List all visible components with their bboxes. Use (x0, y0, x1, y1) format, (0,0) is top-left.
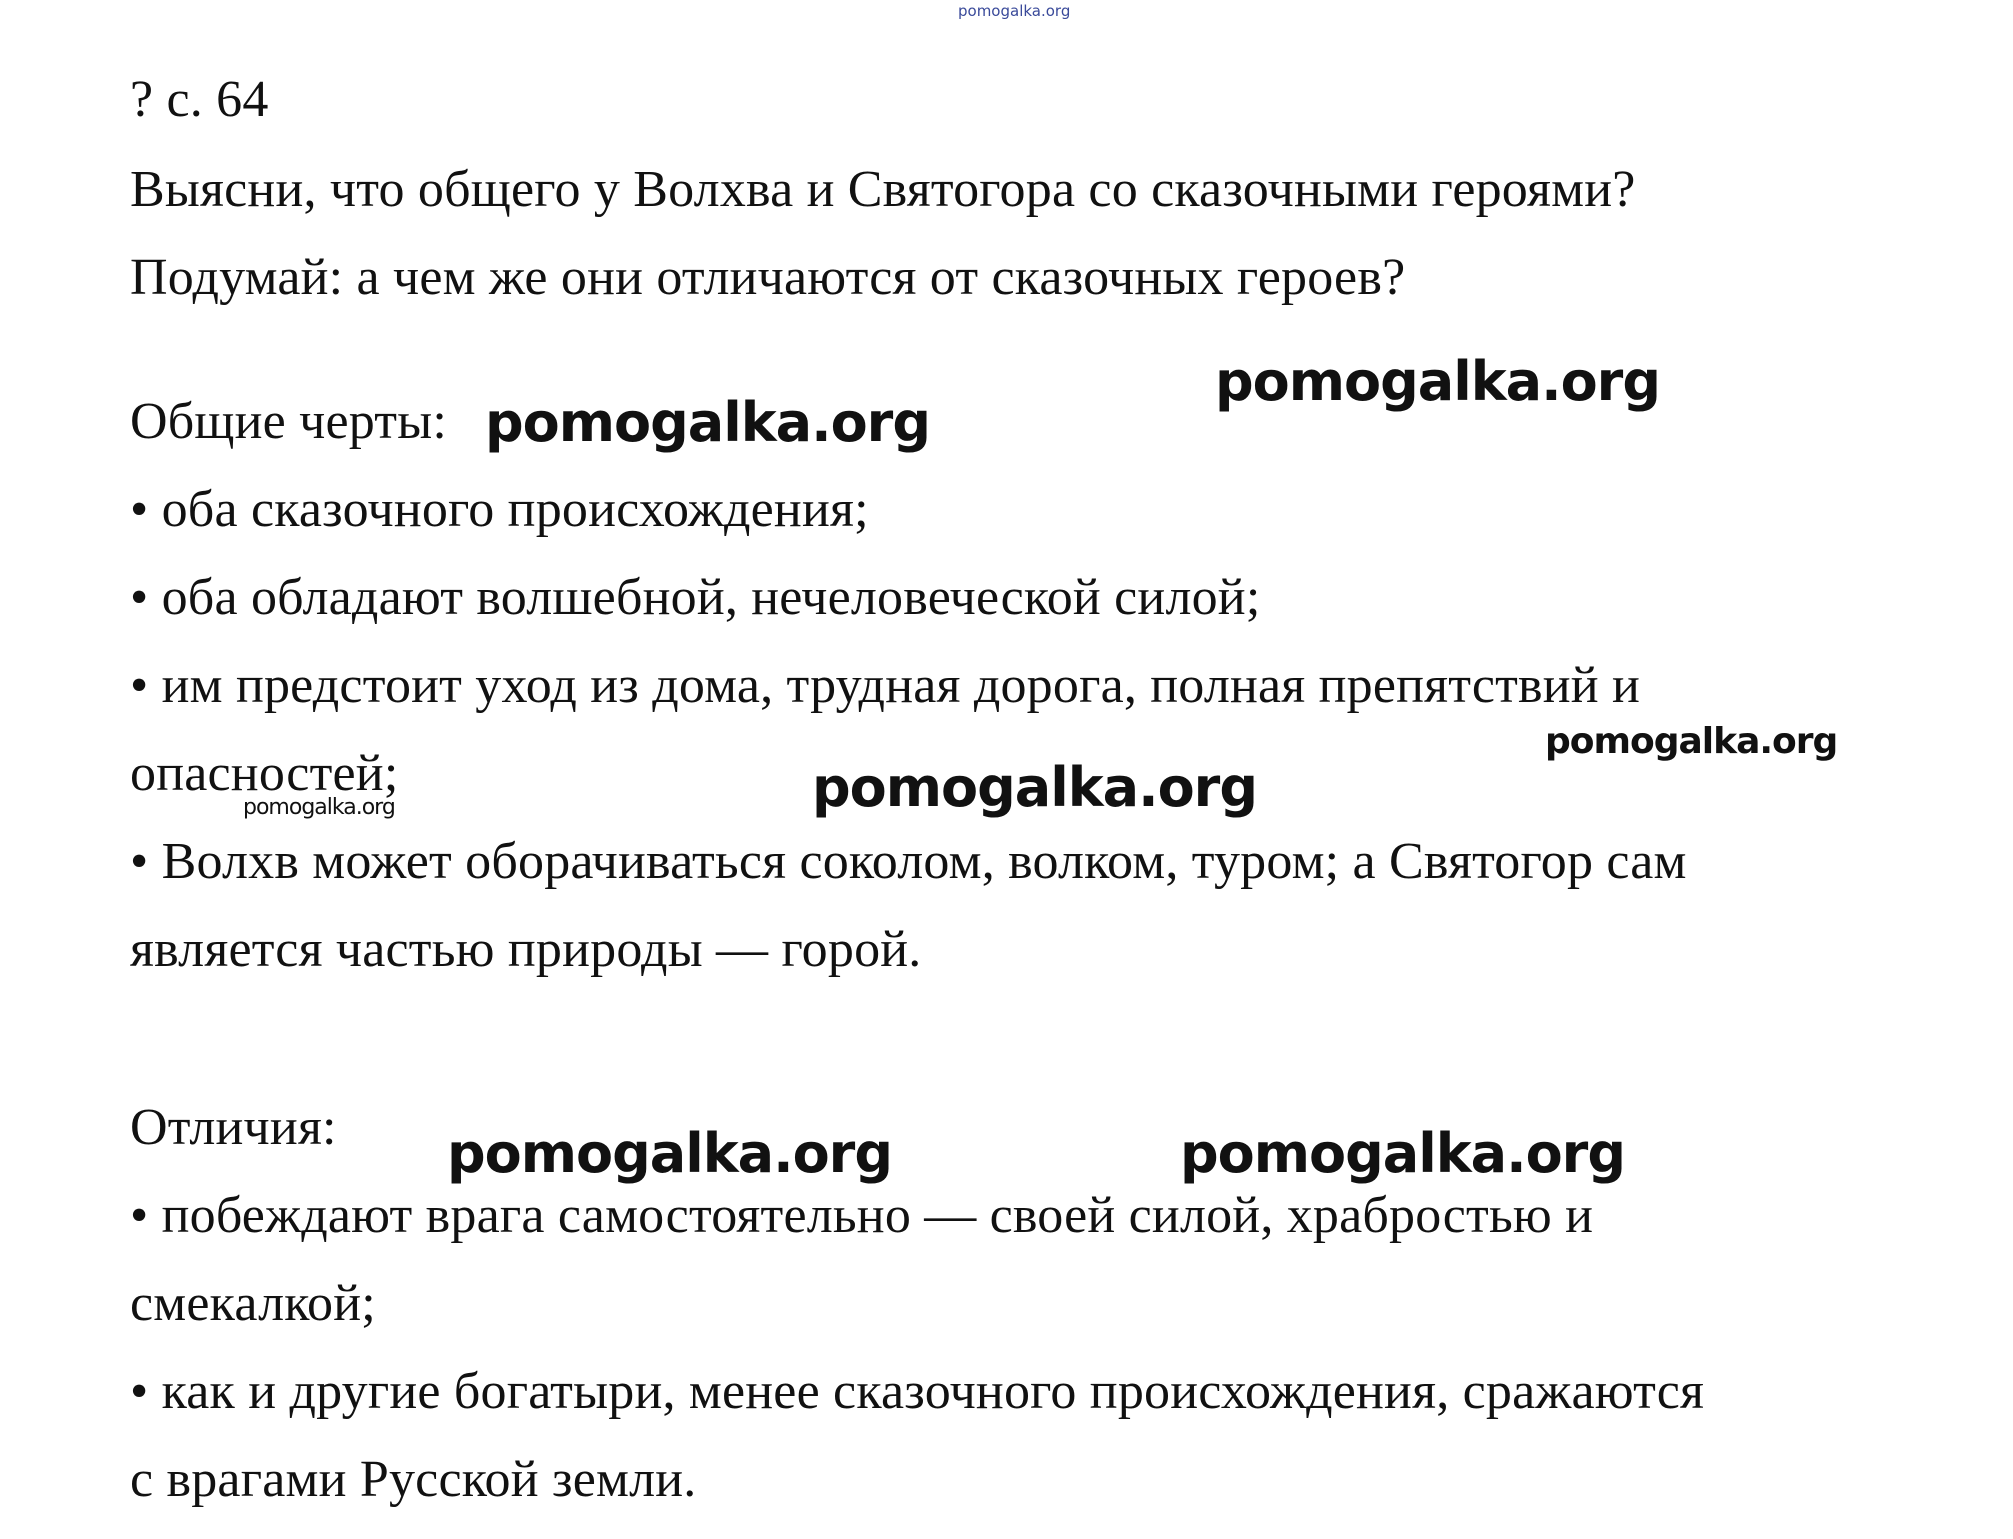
page-reference: ? с. 64 (130, 71, 269, 128)
watermark: pomogalka.org (1545, 721, 1838, 762)
differences-heading: Отличия: (130, 1099, 337, 1156)
question-line-1: Выясни, что общего у Волхва и Святогора со сказочными героями? (130, 161, 1636, 218)
common-traits-heading: Общие черты: (130, 393, 448, 450)
common-item-2: • оба обладают волшебной, нечеловеческой силой; (130, 569, 1261, 626)
difference-item-2-continued: с врагами Русской земли. (130, 1451, 697, 1508)
common-item-1: • оба сказочного происхождения; (130, 481, 869, 538)
difference-item-1: • побеждают врага самостоятельно — своей силой, храбростью и (130, 1187, 1594, 1244)
watermark: pomogalka.org (447, 1122, 892, 1185)
watermark: pomogalka.org (1180, 1122, 1625, 1185)
difference-item-2: • как и другие богатыри, менее сказочного происхождения, сражаются (130, 1363, 1705, 1420)
difference-item-1-continued: смекалкой; (130, 1275, 376, 1332)
watermark: pomogalka.org (485, 391, 930, 454)
header-watermark: pomogalka.org (958, 2, 1071, 20)
common-item-3-continued: опасностей; (130, 745, 399, 802)
watermark: pomogalka.org (243, 795, 395, 820)
watermark: pomogalka.org (1215, 350, 1660, 413)
common-item-3: • им предстоит уход из дома, трудная дорога, полная препятствий и (130, 657, 1641, 714)
watermark: pomogalka.org (812, 756, 1257, 819)
common-item-4: • Волхв может оборачиваться соколом, волком, туром; а Святогор сам (130, 833, 1687, 890)
common-item-4-continued: является частью природы — горой. (130, 921, 922, 978)
question-line-2: Подумай: а чем же они отличаются от сказочных героев? (130, 249, 1406, 306)
